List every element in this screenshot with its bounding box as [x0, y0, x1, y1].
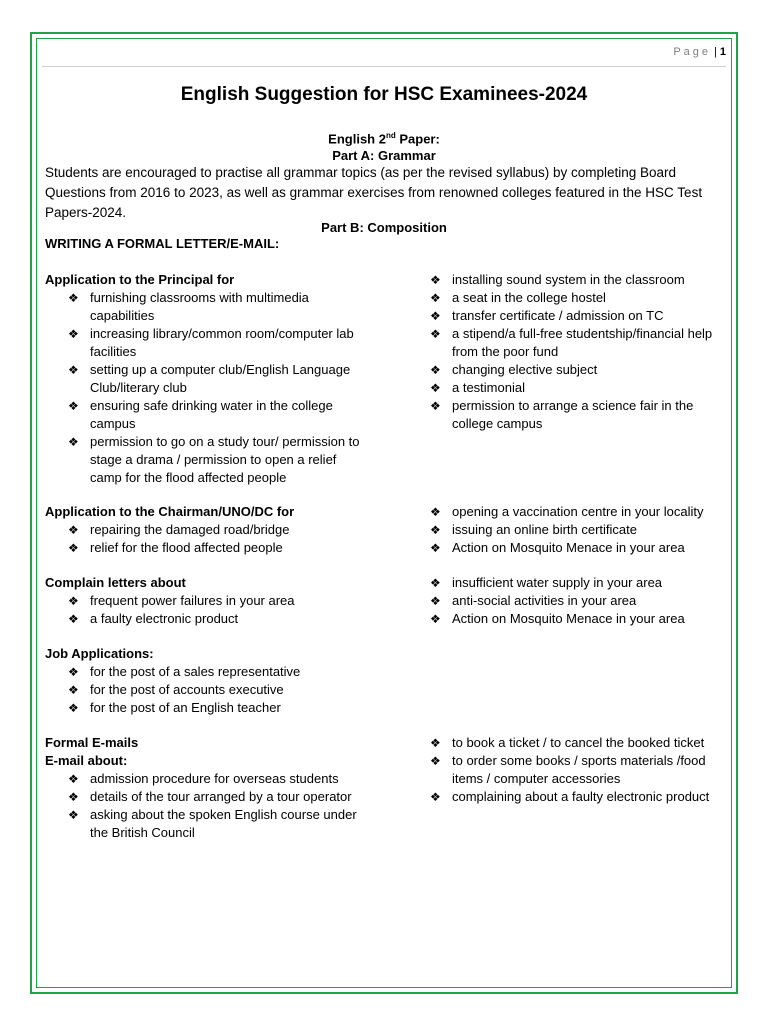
list-item	[68, 361, 368, 397]
bullet-icon: ❖	[68, 808, 79, 822]
list-item	[68, 592, 368, 610]
list-item-text: permission to go on a study tour/ permission to stage a drama / permission to open a relief camp for the flood affected people	[90, 434, 360, 485]
bullet-icon: ❖	[68, 665, 79, 679]
list-item-text: changing elective subject	[452, 362, 598, 377]
list-item-text: a seat in the college hostel	[452, 290, 606, 305]
list-item	[68, 806, 368, 842]
list-item	[68, 788, 368, 806]
list-item	[430, 325, 730, 361]
page-separator: |	[714, 46, 717, 58]
list-item	[430, 521, 730, 539]
bullet-icon: ❖	[430, 736, 441, 750]
bullet-icon: ❖	[430, 541, 441, 555]
list-item-text: furnishing classrooms with multimedia capabilities	[90, 290, 309, 323]
bullet-icon: ❖	[68, 612, 79, 626]
bullet-icon: ❖	[430, 505, 441, 519]
list-item	[68, 663, 368, 681]
list-item-text: transfer certificate / admission on TC	[452, 308, 664, 323]
list-item	[430, 307, 730, 325]
list-item	[430, 397, 730, 433]
bullet-icon: ❖	[430, 363, 441, 377]
list-item	[430, 271, 730, 289]
bullet-icon: ❖	[68, 541, 79, 555]
part-a-heading: Part A: Grammar	[332, 148, 436, 164]
list-item-text: complaining about a faulty electronic product	[452, 789, 710, 804]
bullet-icon: ❖	[430, 612, 441, 626]
bullet-icon: ❖	[68, 594, 79, 608]
bullet-icon: ❖	[430, 399, 441, 413]
list-item	[430, 361, 730, 379]
bullet-icon: ❖	[430, 754, 441, 768]
list-item-text: increasing library/common room/computer lab facilities	[90, 326, 354, 359]
list-item	[68, 325, 368, 361]
page-number: 1	[719, 46, 726, 58]
bullet-icon: ❖	[430, 576, 441, 590]
list-item-text: Action on Mosquito Menace in your area	[452, 540, 685, 555]
list-item	[430, 379, 730, 397]
list-item-text: for the post of a sales representative	[90, 664, 301, 679]
chairman-list-left	[68, 521, 368, 557]
list-item	[68, 770, 368, 788]
list-item-text: a faulty electronic product	[90, 611, 239, 626]
list-item	[68, 681, 368, 699]
list-item-text: for the post of accounts executive	[90, 682, 284, 697]
list-item-text: to order some books / sports materials /food items / computer accessories	[452, 753, 706, 786]
bullet-icon: ❖	[68, 701, 79, 715]
complain-list-left	[68, 592, 368, 628]
bullet-icon: ❖	[68, 683, 79, 697]
jobs-list-left	[68, 663, 368, 717]
list-item-text: insufficient water supply in your area	[452, 575, 663, 590]
complain-list-right	[430, 574, 730, 628]
complain-heading: Complain letters about	[45, 575, 186, 590]
principal-list-left	[68, 289, 368, 487]
paper-title	[0, 127, 768, 164]
bullet-icon: ❖	[68, 772, 79, 786]
page-header	[42, 46, 726, 67]
writing-heading: WRITING A FORMAL LETTER/E-MAIL:	[45, 236, 280, 251]
list-item	[430, 788, 730, 806]
list-item-text: frequent power failures in your area	[90, 593, 295, 608]
bullet-icon: ❖	[68, 790, 79, 804]
list-item-text: installing sound system in the classroom	[452, 272, 685, 287]
list-item	[68, 539, 368, 557]
list-item	[430, 610, 730, 628]
list-item-text: admission procedure for overseas students	[90, 771, 339, 786]
list-item	[68, 433, 368, 487]
list-item-text: anti-social activities in your area	[452, 593, 637, 608]
bullet-icon: ❖	[430, 790, 441, 804]
jobs-heading: Job Applications:	[45, 646, 154, 661]
list-item	[430, 574, 730, 592]
chairman-list-right	[430, 503, 730, 557]
bullet-icon: ❖	[430, 523, 441, 537]
list-item	[68, 397, 368, 433]
bullet-icon: ❖	[68, 327, 79, 341]
list-item-text: for the post of an English teacher	[90, 700, 281, 715]
list-item-text: asking about the spoken English course under the British Council	[90, 807, 357, 840]
list-item	[430, 503, 730, 521]
bullet-icon: ❖	[430, 381, 441, 395]
list-item	[430, 289, 730, 307]
emails-subheading: E-mail about:	[45, 753, 128, 768]
list-item	[68, 521, 368, 539]
bullet-icon: ❖	[68, 523, 79, 537]
chairman-heading: Application to the Chairman/UNO/DC for	[45, 504, 295, 519]
list-item-text: a testimonial	[452, 380, 525, 395]
list-item	[68, 699, 368, 717]
bullet-icon: ❖	[68, 399, 79, 413]
list-item	[430, 539, 730, 557]
list-item-text: to book a ticket / to cancel the booked ticket	[452, 735, 705, 750]
bullet-icon: ❖	[430, 327, 441, 341]
list-item-text: relief for the flood affected people	[90, 540, 283, 555]
bullet-icon: ❖	[430, 273, 441, 287]
emails-heading: Formal E-mails	[45, 735, 139, 750]
list-item	[430, 592, 730, 610]
principal-heading: Application to the Principal for	[45, 272, 235, 287]
document-title: English Suggestion for HSC Examinees-2024	[180, 84, 588, 105]
list-item-text: issuing an online birth certificate	[452, 522, 637, 537]
list-item	[430, 734, 730, 752]
bullet-icon: ❖	[430, 291, 441, 305]
bullet-icon: ❖	[68, 291, 79, 305]
list-item-text: repairing the damaged road/bridge	[90, 522, 290, 537]
principal-list-right	[430, 271, 730, 433]
list-item	[68, 610, 368, 628]
list-item-text: permission to arrange a science fair in the college campus	[452, 398, 694, 431]
page-label: Page	[673, 46, 712, 58]
bullet-icon: ❖	[68, 363, 79, 377]
list-item-text: details of the tour arranged by a tour operator	[90, 789, 352, 804]
list-item-text: setting up a computer club/English Language Club/literary club	[90, 362, 351, 395]
paper-line-1: English 2nd Paper:	[328, 131, 440, 147]
list-item-text: ensuring safe drinking water in the college campus	[90, 398, 333, 431]
list-item	[430, 752, 730, 788]
part-b-heading: Part B: Composition	[321, 220, 447, 235]
bullet-icon: ❖	[68, 435, 79, 449]
emails-list-right	[430, 734, 730, 806]
list-item-text: Action on Mosquito Menace in your area	[452, 611, 685, 626]
bullet-icon: ❖	[430, 594, 441, 608]
list-item-text: opening a vaccination centre in your locality	[452, 504, 704, 519]
emails-list-left	[68, 770, 368, 842]
list-item-text: a stipend/a full-free studentship/financial help from the poor fund	[452, 326, 713, 359]
bullet-icon: ❖	[430, 309, 441, 323]
list-item	[68, 289, 368, 325]
intro-paragraph: Students are encouraged to practise all grammar topics (as per the revised syllabus) by completing Board Questions from 2016 to 2023, as well as grammar exercises from renowned colleges featured in the HSC Test Papers-2024.	[45, 165, 703, 220]
